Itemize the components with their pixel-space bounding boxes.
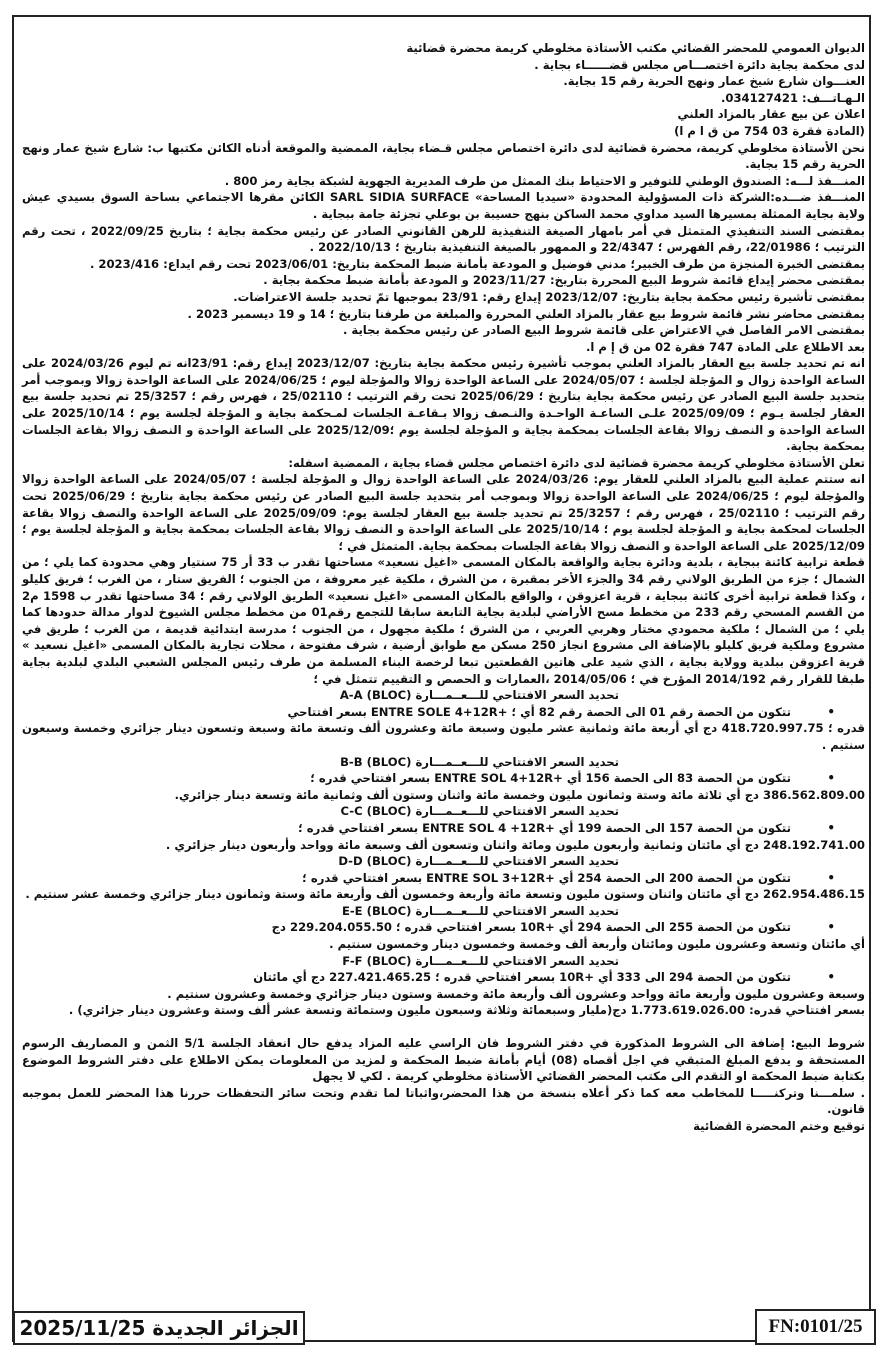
bloc-price: وسبعة وعشرون مليون وأربعة مائة وواحد وعشرون ألف وأربعة مائة وخمسة وستون دينار جزائري وخمسة وعشرون سنتيم .	[167, 986, 865, 1001]
paragraph-deposit: بمقتضى محضر إيداع قائمة شروط البيع المحررة بتاريخ: 2023/11/27 و المودعة بأمانة ضبط محكمة بجاية .	[263, 273, 865, 288]
bloc-lots: • تتكون من الحصة 83 الى الحصة 156 أي +ENTRE SOL 4+12R بسعر افتتاحي قدره ؛	[22, 770, 865, 787]
bloc-lots: • تتكون من الحصة 255 الى الحصة 294 أي +10R بسعر افتتاحي قدره ؛ 229.204.055.50 دج	[22, 919, 865, 936]
bloc-heading: تحديد السعر الافتتاحي للـــعــمـــارة (BLOC) A-A	[339, 688, 619, 703]
newspaper-date-box: الجزائر الجديدة 2025/11/25	[13, 1311, 305, 1345]
bloc-b	[22, 754, 865, 804]
bloc-a	[22, 687, 865, 753]
bloc-price: 262.954.486.15 دج أي مائتان واثنان وستون مليون وتسعة مائة وأربعة وخمسون ألف وأربعة مائة وستة وثمانون دينار جزائري وخمسة عشر سنتيم .	[25, 887, 865, 902]
closing-statement: . سلمـــنا وتركنـــــا للمخاطب معه كما ذكر أعلاه بنسخة من هذا المحضر،واثباتا لما تقدم وتحت سائر التحفظات حررنا هذا المحضر للعمل بموجبه قانون.	[22, 1085, 865, 1117]
paragraph-publication: بمقتضى محاضر نشر قائمة شروط بيع عقار بالمزاد العلني المحررة والمبلغة من طرفنا بتاريخ ؛ 14 و 19 ديسمبر 2023 .	[187, 306, 865, 321]
paragraph-expertise: بمقتضى الخبرة المنجزة من طرف الخبير؛ مدني فوضيل و المودعة بأمانة ضبط المحكمة بتاريخ: 2023/06/01 تحت رقم ايداع: 2023/416 .	[89, 256, 865, 271]
paragraph-sale-dates: انه ستتم عملية البيع بالمزاد العلني للعقار يوم: 2024/03/26 على الساعة الواحدة زوال و المؤجلة لجلسة ؛ 2024/05/07 على الساعة الواحدة زوالا والمؤجلة ليوم ؛ 2024/06/25 على الساعة الواحدة زوالا وبموجب أمر بتحديد جلسة البيع الصادر عن رئيس محكمة بجاية بتاريخ ؛ 2025/06/29 تحت رقم الترتيب ؛ 25/02110 ، فهرس رقم ؛ 25/3257 تم تحديد جلسة بيع العقار لجلسة يوم: 2025/09/09 على الساعة الواحدة والنصف زوالا بقاعة الجلسات لمحكمة بجاية و المؤجلة لجلسة يوم ؛ 2025/10/14 على الساعة الواحدة و النصف زوالا بقاعة الجلسات بمحكمة بجاية و المؤجلة لجلسة يوم ؛2025/12/09 على الساعة الواحدة و النصف زوالا بقاعة الجلسات بمحكمة بجاية. المتمثل في ؛	[22, 472, 866, 553]
bloc-heading: تحديد السعر الافتتاحي للـــعــمـــارة (BLOC) F-F	[342, 953, 619, 968]
bloc-price: 386.562.809.00 دج أي ثلاثة مائة وستة وثمانون مليون وخمسة مائة واثنان وستون ألف وثمانية مائة وتسعة دينار جزائري.	[174, 787, 865, 802]
paragraph-visa: بمقتضى تأشيرة رئيس محكمة بجاية بتاريخ: 2023/12/07 إيداع رقم: 23/91 بموجبها تمّ تحديد جلسة الاعتراضات.	[233, 289, 865, 304]
sale-conditions: شروط البيع: إضافة الى الشروط المذكورة في دفتر الشروط فان الراسي عليه المزاد يدفع حال انعقاد الجلسة 5/1 الثمن و المصاريف الرسوم المستحقة و يدفع المبلغ المتبقي في اجل أقصاه (08) أيام بأمانة ضبط المحكمة و لمزيد من المعلومات يمكن الاطلاع على دفتر الشروط الموضوع بكتابة ضبط المحكمة او التقدم الى مكتب المحضر القضائي الأستاذة مخلوطي كريمة . لكي لا يجهل	[22, 1036, 865, 1084]
paragraph-debtor: المنـــفذ ضـــده:الشركة ذات المسؤولية المحدودة «سيديا المساحة» SARL SIDIA SURFACE الكائن مقرها الاجتماعي بساحة السوق بسيدي عيش ولاية بجاية الممثلة بمسيرها السيد مداوي محمد الساكن بنهج حسيبة بن بوعلي تجزئة جامة ببجاية .	[22, 190, 866, 221]
bloc-f	[22, 953, 865, 1003]
paragraph-article: بعد الاطلاع على المادة 747 فقرة 02 من ق إ م ا.	[585, 339, 865, 354]
total-opening-price: بسعر افتتاحي قدره: 1.773.619.026.00 دج(مليار وسبعمائة وثلاثة وسبعون مليون وستمائة وتسعة عشر ألف وستة وعشرون دينار جزائري) .	[68, 1003, 865, 1018]
bloc-lots: • تتكون من الحصة 294 الى 333 أي +10R بسعر افتتاحي قدره ؛ 227.421.465.25 دج أي مائتان	[22, 969, 865, 986]
bloc-heading: تحديد السعر الافتتاحي للـــعــمـــارة (BLOC) C-C	[340, 804, 619, 819]
paragraph-property: قطعة ترابية كائنة ببجاية ، بلدية ودائرة بجاية والواقعة بالمكان المسمى «اغيل نسعيد» مساحتها تقدر ب 33 أر 75 سنتيار وهي محدودة كما يلي ؛ من الشمال ؛ جزء من الطريق الولاني رقم 34 والجزء الأخر بمقبرة ، من الشرق ، ملكية غير معروفة ، من الجنوب ؛ الفريق ستار ، من الغرب ؛ فريق كليلو ، وكذا قطعة ترابية أخرى كائنة ببجاية ، قرية اعزوقن ، والواقع بالمكان المسمى «اغيل نسعيد» الطريق الولاني رقم ؛ 34 مساحتها تقدر ب 1598 م2 من القسم المسحي رقم 233 من مخطط مسح الأراضي لبلدية بجاية التابعة سابقا للتجمع رقم01 من مخطط مجلس الشيوخ لدوار مدالة حدودها كما يلي ؛ من الشمال ؛ ملكية محمودي مختار وهربي العربي ، من الشرق ؛ ملكية مجهول ، من الجنوب ؛ مدرسة ابتدائية قديمة ، من الغرب ؛ طريق في مشروع وملكية فريق كليلو بالإضافة الى مشروع انجاز 250 مسكن مع طوابق أرضية ، شرف مفتوحة ، محلات تجارية بالمكان المسمى «اغيل نسعيد » قرية اعزوقن ببلدية وولاية بجاية ، الذي شيد على هاتين القطعتين تبعا لرخصة البناء المسلمة من طرف رئيس المجلس الشعبي البلدي لبلدية بجاية طبقا للقرار رقم 2014/192 المؤرخ في ؛ 2014/05/06 ،العمارات و الحصص و التقييم تتمثل في ؛	[22, 555, 865, 686]
paragraph-announcement: تعلن الأستاذة مخلوطي كريمة محضرة قضائية لدى دائرة اختصاص مجلس قضاء بجاية ، الممضية اسفله:	[288, 455, 865, 470]
bloc-heading: تحديد السعر الافتتاحي للـــعــمـــارة (BLOC) D-D	[338, 854, 619, 869]
bloc-lots: • تتكون من الحصة 200 الى الحصة 254 أي +ENTRE SOL 3+12R بسعر افتتاحي قدره ؛	[22, 870, 865, 887]
bloc-price: 248.192.741.00 دج أي مائتان وثمانية وأربعون مليون ومائة واثنان وتسعون ألف وسبعة مائة وواحد وأربعون دينار جزائري .	[165, 837, 865, 852]
header-address: العنـــوان شارع شيخ عمار ونهج الحرية رقم 15 بجاية.	[563, 74, 865, 89]
file-number-box: FN:0101/25	[755, 1309, 876, 1345]
signature-line: توقيع وختم المحضرة القضائية	[693, 1119, 865, 1133]
bloc-lots: • تتكون من الحصة 157 الى الحصة 199 أي +ENTRE SOL 4 +12R بسعر افتتاحي قدره ؛	[22, 820, 865, 837]
bloc-heading: تحديد السعر الافتتاحي للـــعــمـــارة (BLOC) E-E	[341, 903, 619, 918]
legal-notice	[22, 40, 865, 1135]
notice-article: (المادة فقرة 03 754 من ق ا م ا)	[674, 123, 865, 138]
bloc-heading: تحديد السعر الافتتاحي للـــعــمـــارة (BLOC) B-B	[340, 754, 619, 769]
notice-title: اعلان عن بيع عقار بالمزاد العلني	[677, 107, 865, 122]
bloc-lots: • تتكون من الحصة رقم 01 الى الحصة رقم 82 أي ؛ +ENTRE SOLE 4+12R بسعر افتتاحي	[22, 704, 865, 721]
paragraph-session-dates: انه تم تحديد جلسة بيع العقار بالمزاد العلني بموجب تأشيرة رئيس محكمة بجاية بتاريخ: 2023/12/07 إيداع رقم: 23/91انه تم ليوم 2024/03/26 على الساعة الواحدة زوال و المؤجلة لجلسة ؛ 2024/05/07 على الساعة الواحدة زوالا والمؤجلة ليوم ؛ 2024/06/25 على الساعة الواحدة زوالا وبموجب أمر بتحديد جلسة البيع الصادر عن رئيس محكمة بجاية بتاريخ ؛ 2025/06/29 تحت رقم الترتيب ؛ 25/02110 ، فهرس رقم ؛ 25/3257 تم تحديد جلسة بيع العقار لجلسة يـوم ؛ 2025/09/09 علـى الساعـة الواحـدة والنـصف زوالا بـقاعـة الجلسات لمـحكمة بجاية و المؤجلة لجلسة يوم ؛ 2025/10/14 على الساعة الواحدة و النصف زوالا بقاعة الجلسات بمحكمة بجاية و المؤجلة لجلسة يوم ؛2025/12/09 على الساعة الواحدة و النصف زوالا بقاعة الجلسات بمحكمة بجاية.	[22, 356, 866, 454]
bloc-e	[22, 903, 865, 953]
paragraph-title-deed: بمقتضى السند التنفيذي المتمثل في أمر بامهار الصيغة التنفيذية للرهن القانوني الصادر عن رئيس محكمة بجاية ؛ بتاريخ 2022/09/25 ، تحت رقم الترتيب ؛ 22/01986، رقم الفهرس ؛ 22/4347 و الممهور بالصيغة التنفيذية بتاريخ ؛ 2022/10/13 .	[22, 223, 865, 255]
bloc-c	[22, 803, 865, 853]
header-court: لدى محكمة بجاية دائرة اختصـــاص مجلس قضــــــاء بجاية .	[534, 57, 865, 72]
bloc-price: قدره ؛ 418.720.997.75 دج أي أربعة مائة وثمانية عشر مليون وسبعة مائة وعشرون ألف وتسعة مائة وسبعة وتسعون دينار جزائري وخمسة وسبعون سنتيم .	[22, 721, 865, 752]
bloc-d	[22, 853, 865, 903]
paragraph-order: بمقتضى الامر الفاصل في الاعتراض على قائمة شروط البيع الصادر عن رئيس محكمة بجاية .	[342, 323, 865, 338]
header-office: الديوان العمومي للمحضر القضائي مكتب الأستاذة مخلوطي كريمة محضرة قضائية	[406, 41, 865, 55]
bloc-price: أي مائتان وتسعة وعشرون مليون ومائتان وأربعة ألف وخمسة وخمسون دينار وخمسون سنتيم .	[329, 937, 865, 952]
spacer	[22, 1019, 865, 1035]
header-phone: الـهـاتـــف: 034127421.	[721, 90, 865, 105]
paragraph-bailiff: نحن الأستاذة مخلوطي كريمة، محضرة قضائية لدى دائرة اختصاص مجلس قـضاء بجاية، الممضية والموقعة أدناه الكائن مكتبها ب: شارع شيخ عمار ونهج الحرية رقم 15 بجاية.	[22, 140, 865, 172]
paragraph-creditor: المنـــفذ لـــه: الصندوق الوطني للتوفير و الاحتياط بنك الممثل من طرف المديرية الجهوية لشبكة بجاية رمز 800 .	[224, 173, 865, 188]
